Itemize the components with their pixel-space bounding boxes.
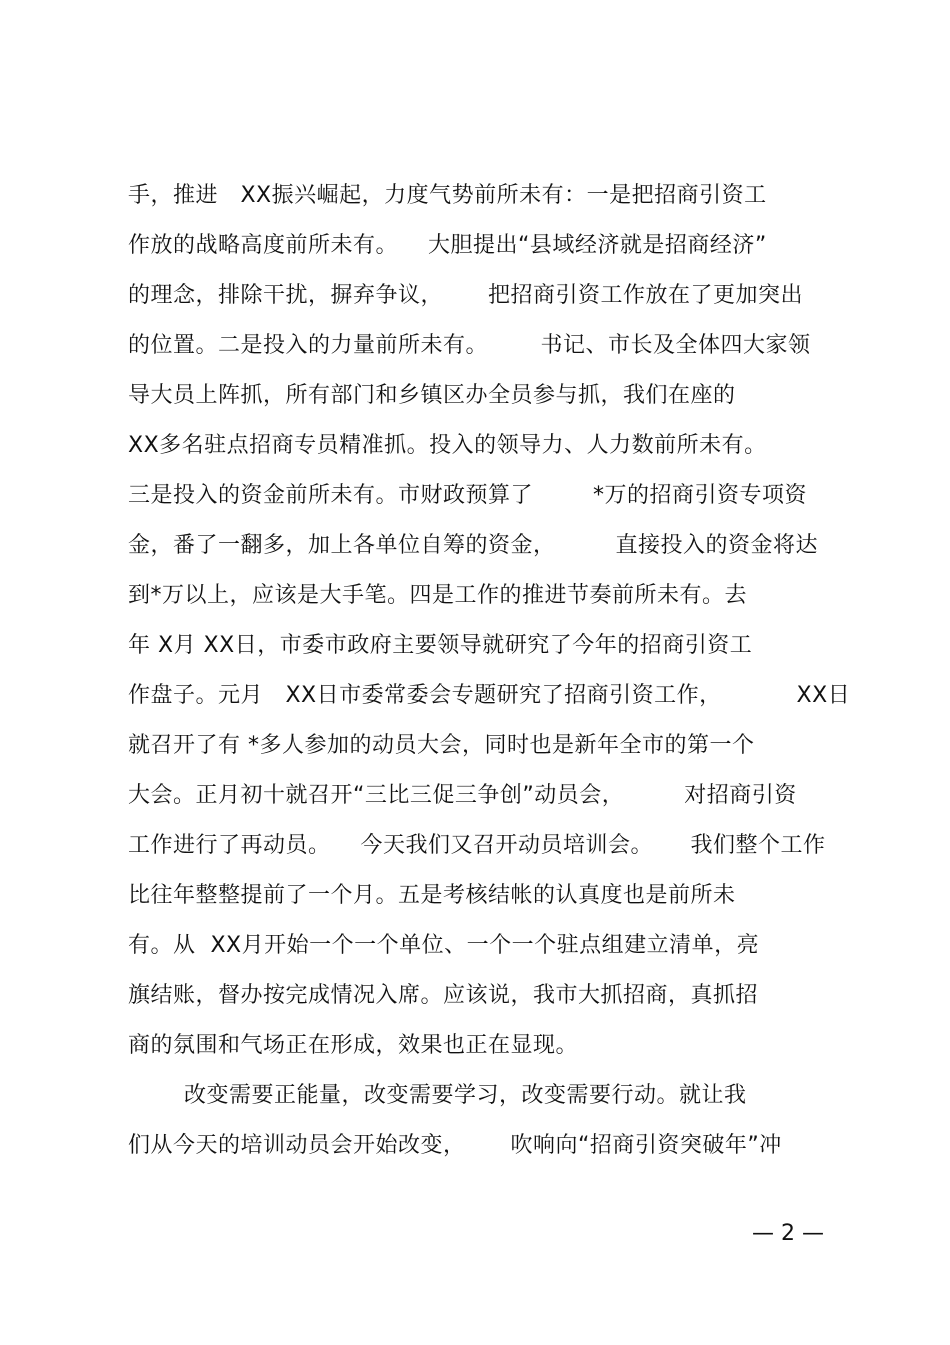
body-text-line: 的理念，排除干扰，摒弃争议， 把招商引资工作放在了更加突出 xyxy=(128,283,803,308)
body-text-line: 比往年整整提前了一个月。五是考核结帐的认真度也是前所未 xyxy=(128,883,736,908)
body-text-line: 工作进行了再动员。 今天我们又召开动员培训会。 我们整个工作 xyxy=(128,833,826,858)
body-text-line: 有。从 XX月开始一个一个单位、一个一个驻点组建立清单，亮 xyxy=(128,933,760,958)
body-text-line: 金，番了一翻多，加上各单位自筹的资金， 直接投入的资金将达 xyxy=(128,533,818,558)
body-text-line: 的位置。二是投入的力量前所未有。 书记、市长及全体四大家领 xyxy=(128,333,811,358)
body-text-line: 导大员上阵抓，所有部门和乡镇区办全员参与抓，我们在座的 xyxy=(128,383,736,408)
body-text-line: 大会。正月初十就召开“三比三促三争创”动员会， 对招商引资 xyxy=(128,783,797,808)
body-text-line: 三是投入的资金前所未有。市财政预算了 *万的招商引资专项资 xyxy=(128,483,807,508)
body-text-line: XX多名驻点招商专员精准抓。投入的领导力、人力数前所未有。 xyxy=(128,433,767,458)
body-text-line: 到*万以上，应该是大手笔。四是工作的推进节奏前所未有。去 xyxy=(128,583,748,608)
body-text-line: 作放的战略高度前所未有。 大胆提出“县域经济就是招商经济” xyxy=(128,233,767,258)
page-number: — 2 — xyxy=(752,1221,824,1246)
body-text-line: 商的氛围和气场正在形成，效果也正在显现。 xyxy=(128,1033,579,1058)
body-text-line: 就召开了有 *多人参加的动员大会，同时也是新年全市的第一个 xyxy=(128,733,755,758)
body-text-line: 年 X月 XX日，市委市政府主要领导就研究了今年的招商引资工 xyxy=(128,633,753,658)
body-text-line: 手，推进 XX振兴崛起，力度气势前所未有：一是把招商引资工 xyxy=(128,183,767,208)
body-text-line: 旗结账，督办按完成情况入席。应该说，我市大抓招商，真抓招 xyxy=(128,983,759,1008)
body-text-line: 们从今天的培训动员会开始改变， 吹响向“招商引资突破年”冲 xyxy=(128,1133,782,1158)
body-text-line: 改变需要正能量，改变需要学习，改变需要行动。就让我 xyxy=(184,1083,747,1108)
body-text-line: 作盘子。元月 XX日市委常委会专题研究了招商引资工作， XX日 xyxy=(128,683,851,708)
